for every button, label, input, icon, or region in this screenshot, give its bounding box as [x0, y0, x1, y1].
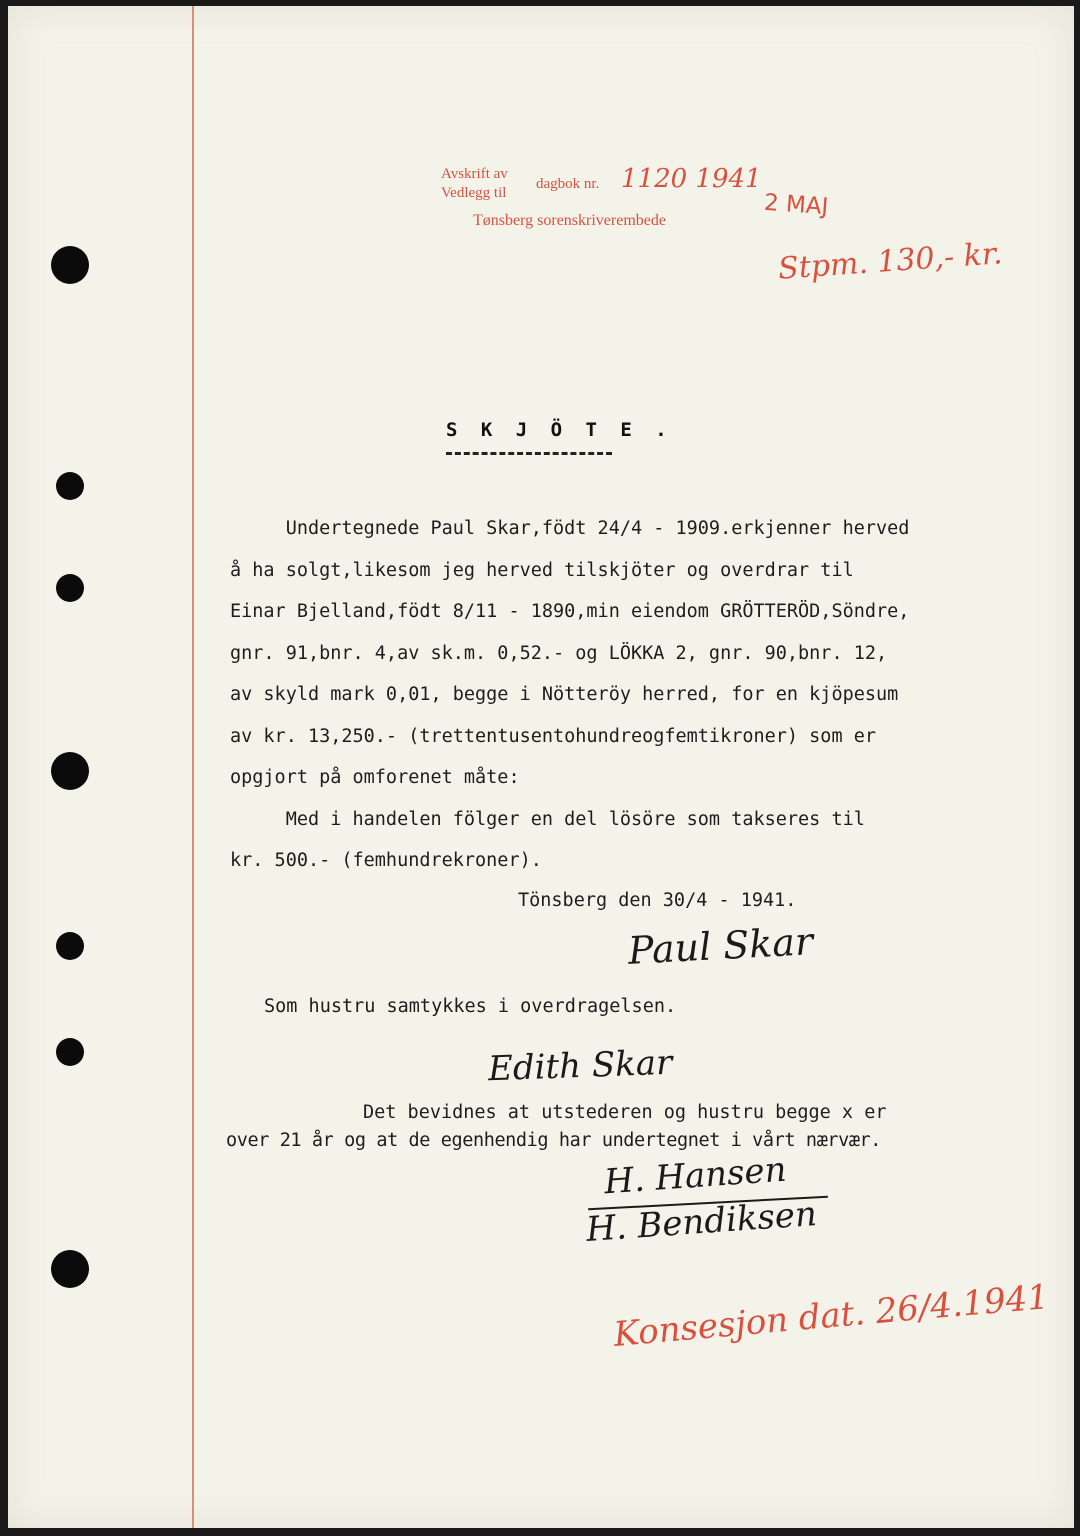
stamp-fee-note: Stpm. 130,- kr.	[777, 236, 1004, 287]
punch-hole	[56, 1038, 84, 1066]
document-page	[8, 6, 1074, 1528]
signature-spouse: Edith Skar	[487, 1042, 673, 1090]
stamp-line-vedlegg: Vedlegg til	[441, 185, 507, 201]
deed-body	[230, 508, 1020, 882]
body-line: Undertegnede Paul Skar,födt 24/4 - 1909.erkjenner herved	[230, 518, 910, 539]
punch-hole	[56, 574, 84, 602]
stamp-dagbok-label: dagbok nr.	[536, 176, 600, 192]
stamp-dagbok-number: 1120 1941	[621, 164, 762, 194]
date-stamp: 2 MAJ	[763, 189, 830, 221]
signature-seller: Paul Skar	[626, 919, 815, 973]
spouse-consent: Som hustru samtykkes i overdragelsen.	[264, 996, 677, 1017]
body-line: kr. 500.- (femhundrekroner).	[230, 850, 542, 871]
punch-hole	[56, 932, 84, 960]
stamp-line-avskrift: Avskrift av	[441, 166, 508, 182]
margin-line	[192, 6, 194, 1528]
body-line: Einar Bjelland,födt 8/11 - 1890,min eiendom GRÖTTERÖD,Söndre,	[230, 601, 910, 622]
body-line: Med i handelen fölger en del lösöre som takseres til	[230, 808, 865, 830]
signature-witness-2: H. Bendiksen	[584, 1193, 819, 1251]
signature-witness-1: H. Hansen	[602, 1149, 788, 1203]
place-date: Tönsberg den 30/4 - 1941.	[518, 890, 797, 911]
punch-hole	[51, 752, 89, 790]
document-title: S K J Ö T E .	[446, 419, 673, 441]
title-underline	[446, 452, 612, 455]
punch-hole	[51, 1250, 89, 1288]
body-line: av kr. 13,250.- (trettentusentohundreogfemtikroner) som er	[230, 725, 877, 747]
body-line: gnr. 91,bnr. 4,av sk.m. 0,52.- og LÖKKA 2, gnr. 90,bnr. 12,	[230, 642, 888, 664]
body-line: opgjort på omforenet måte:	[230, 767, 520, 788]
punch-hole	[56, 472, 84, 500]
punch-hole	[51, 246, 89, 284]
witness-statement-line2: over 21 år og at de egenhendig har undertegnet i vårt nærvær.	[226, 1130, 882, 1151]
witness-statement-line1: Det bevidnes at utstederen og hustru begge x er	[363, 1102, 887, 1123]
concession-note: Konsesjon dat. 26/4.1941	[612, 1277, 1051, 1355]
stamp-office: Tønsberg sorenskriverembede	[473, 212, 666, 229]
body-line: av skyld mark 0,01, begge i Nötteröy herred, for en kjöpesum	[230, 684, 899, 705]
body-line: å ha solgt,likesom jeg herved tilskjöter og overdrar til	[230, 559, 854, 581]
